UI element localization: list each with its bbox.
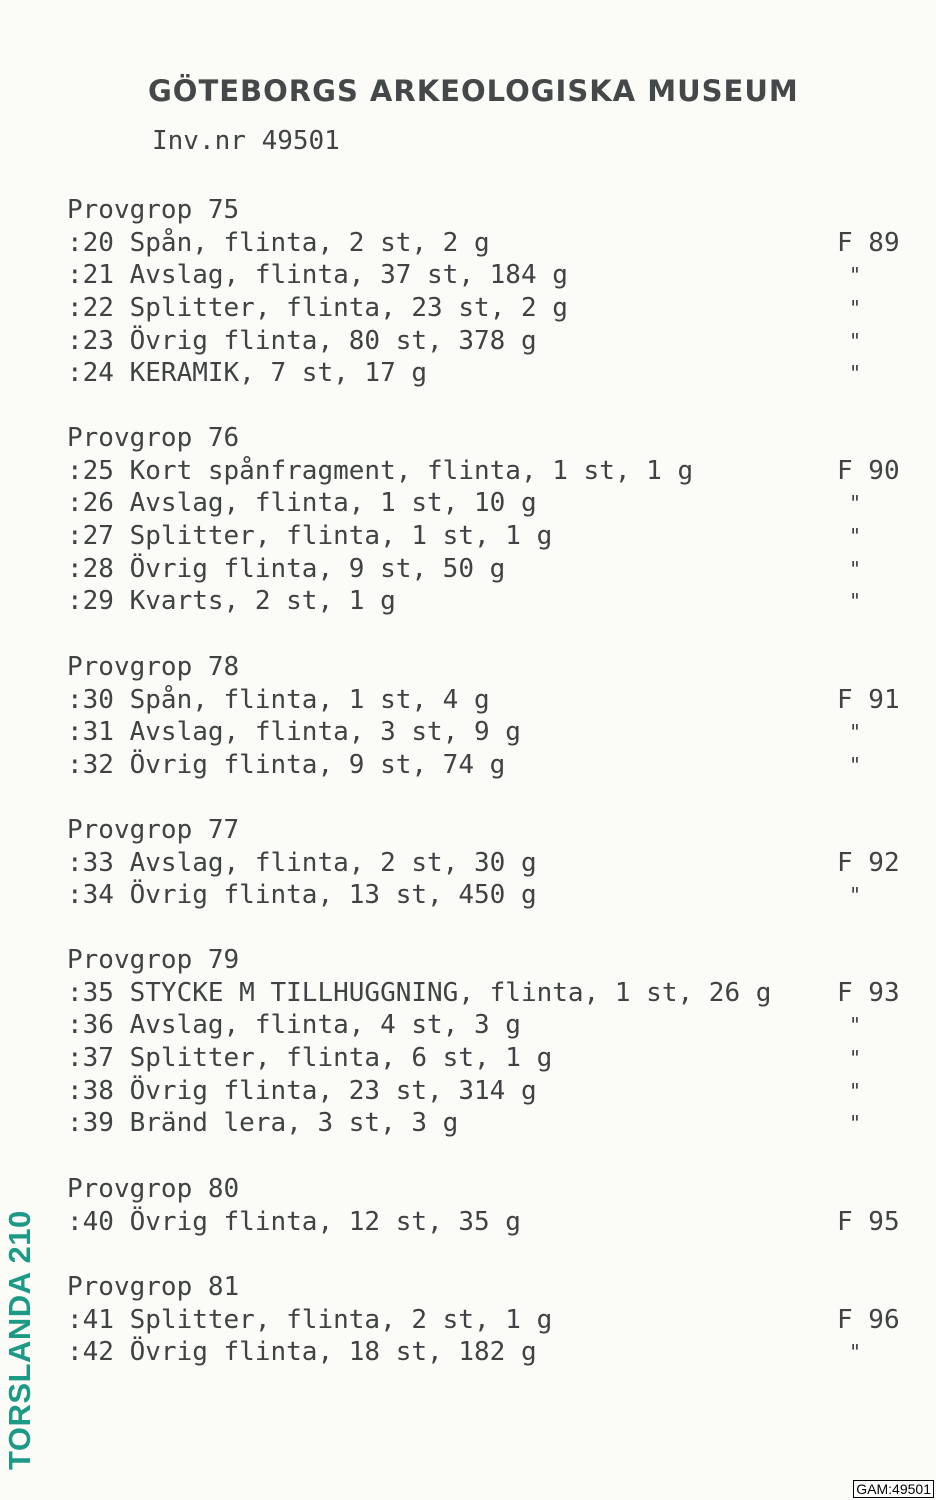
ditto-mark: " bbox=[849, 1111, 862, 1136]
item-text: :32 Övrig flinta, 9 st, 74 g bbox=[67, 750, 506, 781]
ditto-mark: " bbox=[849, 328, 862, 353]
ditto-mark: " bbox=[849, 524, 862, 549]
list-item bbox=[67, 227, 907, 260]
ditto-mark: " bbox=[849, 296, 862, 321]
inventory-number: Inv.nr 49501 bbox=[152, 126, 340, 156]
ditto-mark: " bbox=[849, 263, 862, 288]
group-title: Provgrop 81 bbox=[67, 1272, 240, 1302]
item-text: :36 Avslag, flinta, 4 st, 3 g bbox=[67, 1010, 521, 1041]
location-stamp: TORSLANDA 210 bbox=[2, 1210, 37, 1470]
group-title: Provgrop 80 bbox=[67, 1174, 240, 1204]
item-text: :23 Övrig flinta, 80 st, 378 g bbox=[67, 325, 537, 356]
item-text: :30 Spån, flinta, 1 st, 4 g bbox=[67, 684, 490, 715]
find-reference: F 93 bbox=[837, 977, 900, 1008]
museum-title: GÖTEBORGS ARKEOLOGISKA MUSEUM bbox=[148, 74, 799, 108]
list-item bbox=[67, 357, 907, 390]
item-text: :41 Splitter, flinta, 2 st, 1 g bbox=[67, 1304, 553, 1335]
list-item bbox=[67, 325, 907, 358]
find-reference: F 91 bbox=[837, 684, 900, 715]
item-text: :33 Avslag, flinta, 2 st, 30 g bbox=[67, 847, 537, 878]
list-item bbox=[67, 455, 907, 488]
item-text: :20 Spån, flinta, 2 st, 2 g bbox=[67, 227, 490, 258]
item-text: :39 Bränd lera, 3 st, 3 g bbox=[67, 1108, 459, 1139]
item-text: :31 Avslag, flinta, 3 st, 9 g bbox=[67, 717, 521, 748]
test-pit-group bbox=[67, 944, 907, 1140]
list-item bbox=[67, 1009, 907, 1042]
test-pit-group bbox=[67, 194, 907, 390]
test-pit-group bbox=[67, 814, 907, 912]
group-title: Provgrop 79 bbox=[67, 945, 240, 975]
list-item bbox=[67, 1304, 907, 1337]
group-title: Provgrop 77 bbox=[67, 815, 240, 845]
ditto-mark: " bbox=[849, 361, 862, 386]
ditto-mark: " bbox=[849, 1046, 862, 1071]
find-reference: F 96 bbox=[837, 1304, 900, 1335]
list-item bbox=[67, 585, 907, 618]
list-item bbox=[67, 1336, 907, 1369]
ditto-mark: " bbox=[849, 589, 862, 614]
item-text: :29 Kvarts, 2 st, 1 g bbox=[67, 586, 396, 617]
item-text: :40 Övrig flinta, 12 st, 35 g bbox=[67, 1206, 521, 1237]
item-text: :42 Övrig flinta, 18 st, 182 g bbox=[67, 1337, 537, 1368]
find-reference: F 89 bbox=[837, 227, 900, 258]
list-item bbox=[67, 487, 907, 520]
ditto-mark: " bbox=[849, 1078, 862, 1103]
list-item bbox=[67, 292, 907, 325]
group-title: Provgrop 76 bbox=[67, 423, 240, 453]
test-pit-group bbox=[67, 651, 907, 782]
list-item bbox=[67, 1107, 907, 1140]
item-text: :34 Övrig flinta, 13 st, 450 g bbox=[67, 880, 537, 911]
item-text: :37 Splitter, flinta, 6 st, 1 g bbox=[67, 1043, 553, 1074]
list-item bbox=[67, 716, 907, 749]
ditto-mark: " bbox=[849, 556, 862, 581]
list-item bbox=[67, 1075, 907, 1108]
ditto-mark: " bbox=[849, 883, 862, 908]
list-item bbox=[67, 847, 907, 880]
ditto-mark: " bbox=[849, 491, 862, 516]
item-text: :27 Splitter, flinta, 1 st, 1 g bbox=[67, 521, 553, 552]
find-reference: F 92 bbox=[837, 847, 900, 878]
test-pit-group bbox=[67, 422, 907, 618]
list-item bbox=[67, 749, 907, 782]
ditto-mark: " bbox=[849, 720, 862, 745]
item-text: :28 Övrig flinta, 9 st, 50 g bbox=[67, 553, 506, 584]
ditto-mark: " bbox=[849, 753, 862, 778]
test-pit-group bbox=[67, 1173, 907, 1238]
item-text: :24 KERAMIK, 7 st, 17 g bbox=[67, 358, 428, 389]
test-pit-group bbox=[67, 1271, 907, 1369]
item-text: :25 Kort spånfragment, flinta, 1 st, 1 g bbox=[67, 455, 694, 486]
group-title: Provgrop 75 bbox=[67, 195, 240, 225]
list-item bbox=[67, 520, 907, 553]
list-item bbox=[67, 879, 907, 912]
list-item bbox=[67, 553, 907, 586]
item-text: :38 Övrig flinta, 23 st, 314 g bbox=[67, 1075, 537, 1106]
item-text: :35 STYCKE M TILLHUGGNING, flinta, 1 st, 26 g bbox=[67, 977, 772, 1008]
item-text: :26 Avslag, flinta, 1 st, 10 g bbox=[67, 488, 537, 519]
archive-label: GAM:49501 bbox=[853, 1480, 934, 1498]
list-item bbox=[67, 977, 907, 1010]
ditto-mark: " bbox=[849, 1013, 862, 1038]
find-reference: F 95 bbox=[837, 1206, 900, 1237]
group-title: Provgrop 78 bbox=[67, 652, 240, 682]
list-item bbox=[67, 684, 907, 717]
list-item bbox=[67, 1206, 907, 1239]
find-reference: F 90 bbox=[837, 455, 900, 486]
item-text: :22 Splitter, flinta, 23 st, 2 g bbox=[67, 293, 568, 324]
ditto-mark: " bbox=[849, 1340, 862, 1365]
list-item bbox=[67, 1042, 907, 1075]
item-text: :21 Avslag, flinta, 37 st, 184 g bbox=[67, 260, 568, 291]
list-item bbox=[67, 259, 907, 292]
